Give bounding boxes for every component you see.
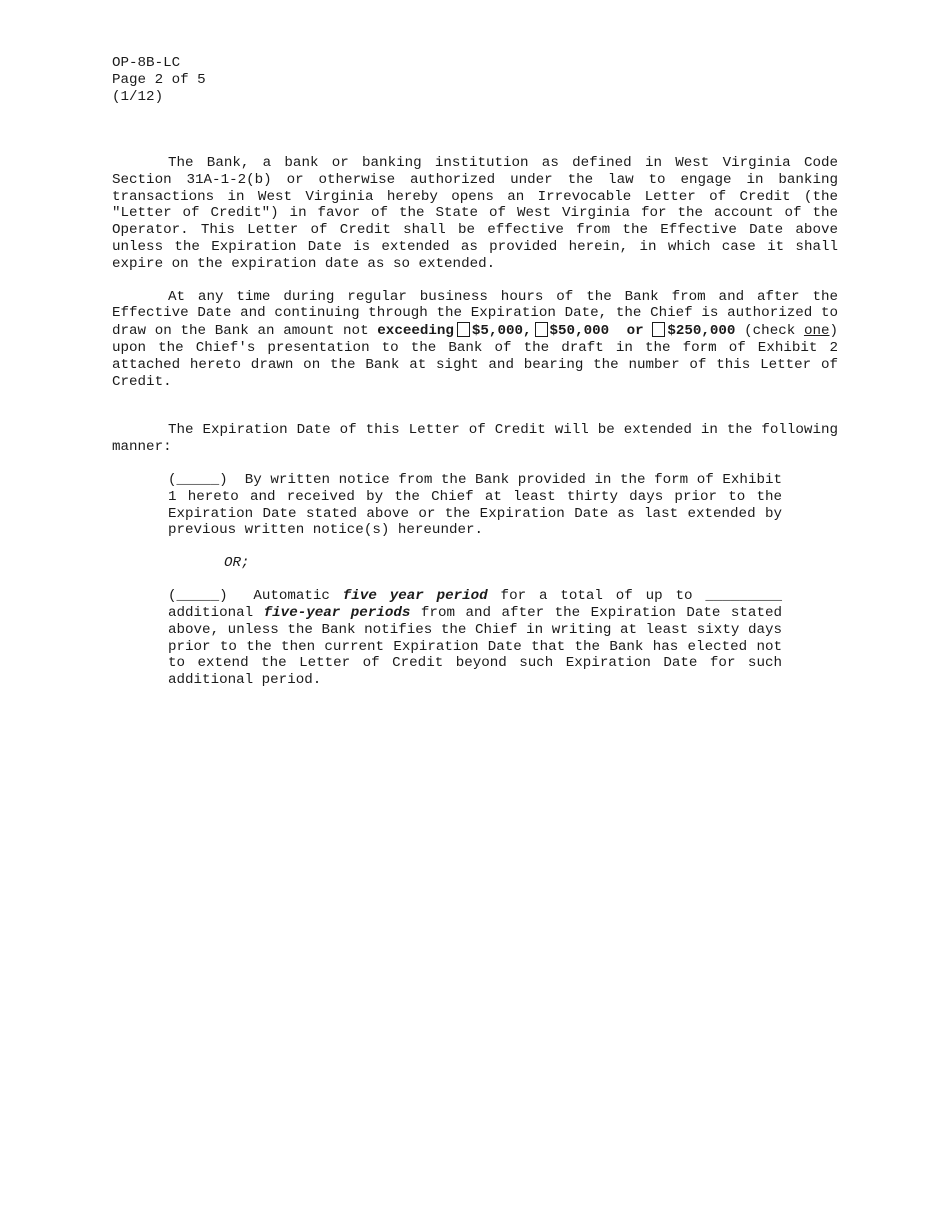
option2-text-b: for a total of up to _________ additional	[168, 588, 782, 621]
option2-blank[interactable]: (_____)	[168, 588, 228, 605]
check-one-underlined: one	[803, 323, 830, 340]
page-info: Page 2 of 5	[112, 72, 206, 88]
checkbox-50000[interactable]	[535, 322, 548, 337]
paragraph-draw-authorization	[112, 289, 838, 391]
five-year-periods-term: five-year periods	[263, 604, 411, 621]
draw-text-b: ) upon the Chief's presentation to the Bank of the draft in the form of Exhibit 2 attached hereto drawn on the Bank at sight and bearing the number of this Letter of Credit.	[112, 323, 839, 390]
amount-250000-label: $250,000	[667, 323, 736, 340]
exceeding-label: exceeding	[377, 323, 454, 340]
paragraph-bank-definition: The Bank, a bank or banking institution as defined in West Virginia Code Section 31A-1-2(b) or otherwise authorized under the law to engage in banking transactions in West Virginia hereby opens an Irrevocable Letter of Credit (the "Letter of Credit") in favor of the State of West Virginia for the account of the Operator. This Letter of Credit shall be effective from the Effective Date above unless the Expiration Date is extended as provided herein, in which case it shall expire on the expiration date as so extended.	[112, 155, 838, 272]
revision-date: (1/12)	[112, 89, 164, 105]
check-instruction: (check	[744, 323, 804, 340]
option-written-notice	[168, 472, 782, 539]
option2-text-a: Automatic	[253, 588, 343, 605]
option-automatic-period	[168, 588, 782, 689]
checkbox-5000[interactable]	[457, 322, 470, 337]
draw-text-a: At any time during regular business hours of the Bank from and after the Effective Date and continuing through the Expiration Date, the Chief is authorized to draw on the Bank an amount not	[112, 288, 838, 340]
checkbox-250000[interactable]	[652, 322, 665, 337]
amount-5000-label: $5,000,	[471, 323, 532, 340]
amount-50000-label: $50,000	[549, 323, 610, 340]
or-connector: or	[626, 323, 644, 340]
option1-blank[interactable]: (_____)	[168, 471, 228, 488]
five-year-period-term: five year period	[342, 588, 488, 605]
option2-text-c: from and after the Expiration Date stated above, unless the Bank notifies the Chief in writing at least sixty days prior to the then current Expiration Date that the Bank has elected not to extend the Letter of Credit beyond such Expiration Date for such additional period.	[168, 604, 782, 689]
or-label: OR;	[224, 555, 250, 572]
form-id: OP-8B-LC	[112, 55, 181, 71]
document-page	[112, 55, 838, 689]
paragraph-expiration-extension: The Expiration Date of this Letter of Credit will be extended in the following manner:	[112, 422, 838, 456]
option1-text: By written notice from the Bank provided in the form of Exhibit 1 hereto and received by the Chief at least thirty days prior to the Expiration Date stated above or the Expiration Date as last extended by previous written notice(s) hereunder.	[168, 471, 783, 539]
